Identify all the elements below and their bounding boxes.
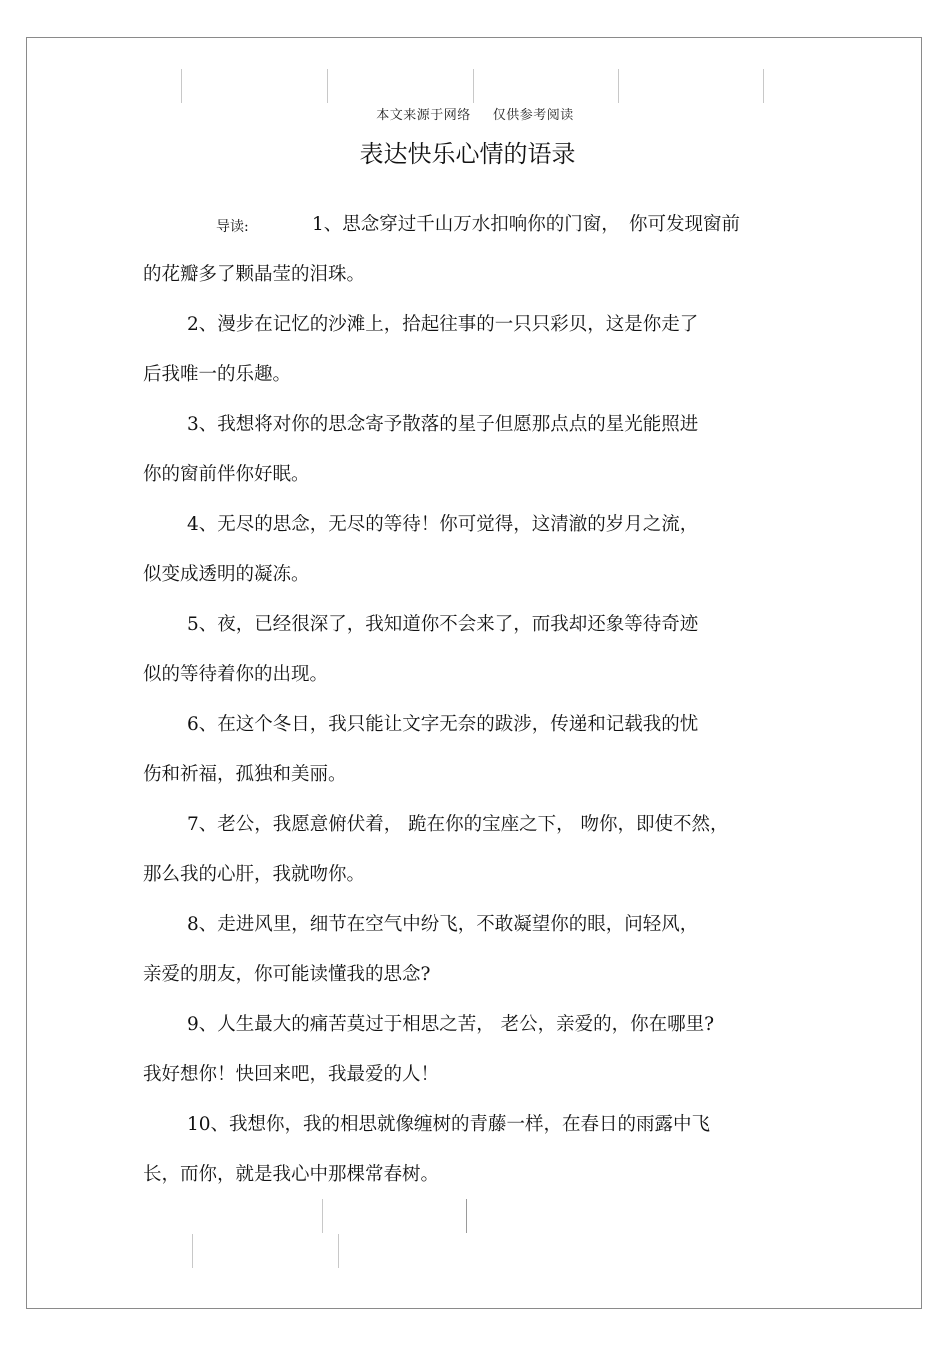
paragraph-line: 似变成透明的凝冻。 [143,564,310,585]
paragraph-line: 我好想你！快回来吧，我最爱的人！ [143,1064,440,1085]
paragraph-line: 似的等待着你的出现。 [143,664,329,685]
page-title: 表达快乐心情的语录 [359,140,576,168]
paragraph-line: 伤和祈福，孤独和美丽。 [143,764,347,785]
decor-rule [763,69,764,103]
paragraph-line: 3、我想将对你的思念寄予散落的星子但愿那点点的星光能照进 [187,414,699,435]
paragraph-line: 6、在这个冬日，我只能让文字无奈的跋涉，传递和记载我的忧 [187,714,699,735]
reference-note-text: 仅供参考阅读 [492,108,574,123]
paragraph-line: 长，而你，就是我心中那棵常春树。 [143,1164,440,1185]
paragraph-line: 亲爱的朋友，你可能读懂我的思念? [143,964,431,985]
decor-rule [192,1234,193,1268]
decor-rule [181,69,182,103]
intro-label: 导读: [216,219,249,235]
decor-rule [466,1199,467,1233]
source-note [0,104,950,123]
decor-rule [618,69,619,103]
paragraph-line: 10、我想你，我的相思就像缠树的青藤一样，在春日的雨露中飞 [187,1114,711,1135]
decor-rule [327,69,328,103]
paragraph-line: 那么我的心肝，我就吻你。 [143,864,366,885]
decor-rule [338,1234,339,1268]
paragraph-line: 4、无尽的思念，无尽的等待！你可觉得，这清澈的岁月之流， [187,514,699,535]
paragraph-line: 8、走进风里，细节在空气中纷飞，不敢凝望你的眼，问轻风， [187,914,699,935]
decor-rule [322,1199,323,1233]
source-note-text: 本文来源于网络 [376,108,471,123]
paragraph-line: 1、思念穿过千山万水扣响你的门窗， 你可发现窗前 [312,214,741,235]
paragraph-line: 2、漫步在记忆的沙滩上，拾起往事的一只只彩贝，这是你走了 [187,314,699,335]
paragraph-line: 的花瓣多了颗晶莹的泪珠。 [143,264,366,285]
paragraph-line: 7、老公，我愿意俯伏着， 跪在你的宝座之下， 吻你，即使不然， [187,814,729,835]
paragraph-line: 你的窗前伴你好眠。 [143,464,310,485]
paragraph-line: 5、夜，已经很深了，我知道你不会来了，而我却还象等待奇迹 [187,614,699,635]
paragraph-line: 后我唯一的乐趣。 [143,364,292,385]
paragraph-line: 9、人生最大的痛苦莫过于相思之苦， 老公，亲爱的，你在哪里? [187,1014,715,1035]
decor-rule [473,69,474,103]
